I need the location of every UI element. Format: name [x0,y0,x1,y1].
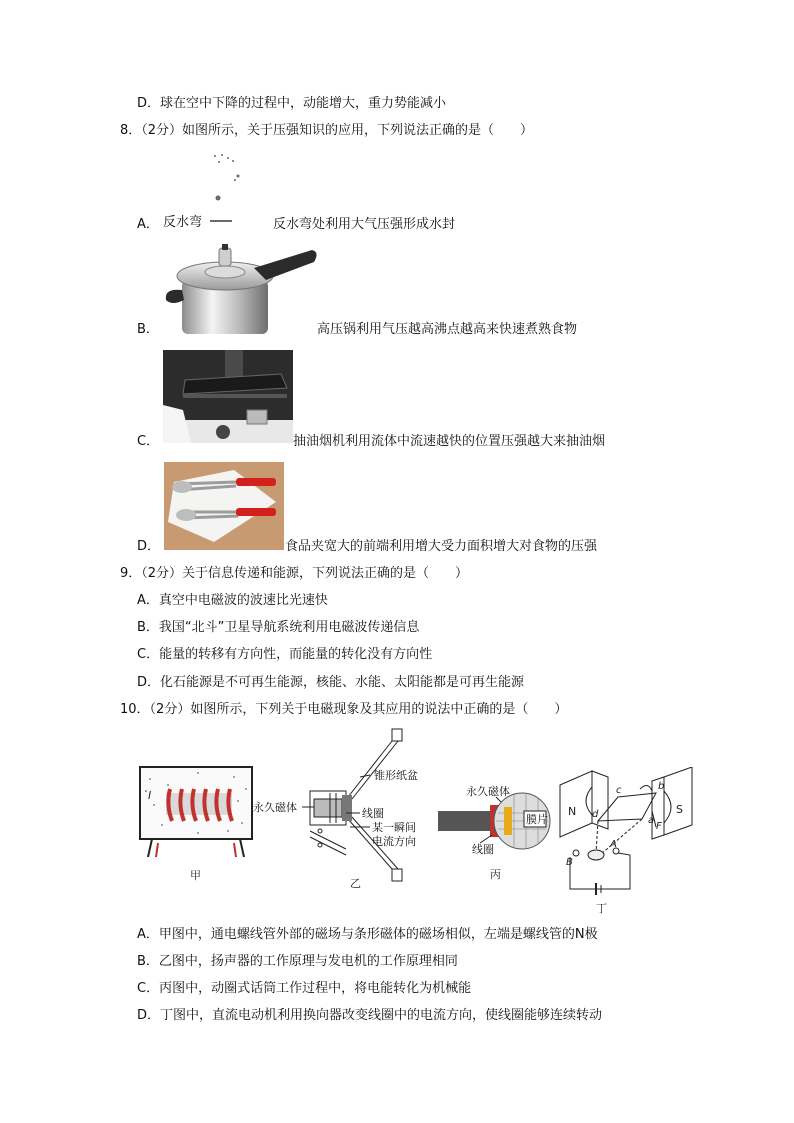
dc-motor-figure [552,767,702,915]
q8-option-d-letter: D． [137,539,161,554]
loudspeaker-magnet-label: 永久磁体 [253,801,297,814]
motor-label-d: d [592,809,599,820]
solenoid-figure [138,765,258,887]
loudspeaker-cone-label: 锥形纸盆 [374,769,418,782]
q8-option-d-text: 食品夹宽大的前端利用增大受力面积增大对食物的压强 [285,539,598,554]
motor-brush-a: A [610,839,617,850]
q10-stem: 10．（2分）如图所示，下列关于电磁现象及其应用的说法中正确的是（ ） [120,702,568,717]
figure-ding-caption: 丁 [596,902,607,915]
loudspeaker-moment-label: 某一瞬间 [372,821,416,834]
figure-bing-caption: 丙 [490,868,501,881]
motor-label-a: a [648,815,655,826]
q8-option-c-text: 抽油烟机利用流体中流速越快的位置压强越大来抽油烟 [293,434,606,449]
motor-label-c: c [616,785,622,796]
q9-option-a: A．真空中电磁波的波速比光速快 [137,593,328,608]
drain-trap-label: 反水弯 [163,215,203,230]
figure-jia-caption: 甲 [190,869,201,882]
q8-stem: 8．（2分）如图所示，关于压强知识的应用，下列说法正确的是（ ） [120,123,534,138]
q8-option-b-letter: B． [137,322,159,337]
q8-option-a-text: 反水弯处利用大气压强形成水封 [273,217,456,232]
microphone-magnet-label: 永久磁体 [466,785,510,798]
q9-option-b: B．我国“北斗”卫星导航系统利用电磁波传递信息 [137,620,420,635]
q9-stem: 9．（2分）关于信息传递和能源，下列说法正确的是（ ） [120,566,469,581]
q10-option-c: C．丙图中，动圈式话筒工作过程中，将电能转化为机械能 [137,981,472,996]
motor-south-pole: S [676,803,683,816]
motor-north-pole: N [568,805,577,818]
q7-option-d: D．球在空中下降的过程中，动能增大，重力势能减小 [137,96,447,111]
q10-option-b: B．乙图中，扬声器的工作原理与发电机的工作原理相同 [137,954,458,969]
q8-option-b-text: 高压锅利用气压越高沸点越高来快速煮熟食物 [317,322,578,337]
motor-label-b: b [658,781,665,792]
q9-option-d: D．化石能源是不可再生能源，核能、水能、太阳能都是可再生能源 [137,675,525,690]
microphone-diaphragm-label: 膜片 [526,813,548,826]
q8-option-a-letter: A． [137,217,159,232]
range-hood-image [163,350,293,443]
q10-option-d: D．丁图中，直流电动机利用换向器改变线圈中的电流方向，使线圈能够连续转动 [137,1008,603,1023]
motor-label-force: F [656,821,662,832]
loudspeaker-figure [250,727,440,892]
microphone-coil-label: 线圈 [472,843,494,856]
loudspeaker-current-direction-label: 电流方向 [372,835,416,848]
figure-yi-caption: 乙 [350,877,361,890]
pressure-cooker-image [162,240,322,336]
drain-trap-image [160,146,270,236]
q10-option-a: A．甲图中，通电螺线管外部的磁场与条形磁体的磁场相似，左端是螺线管的N极 [137,927,598,942]
loudspeaker-coil-label: 线圈 [362,807,384,820]
microphone-figure [436,783,556,881]
q9-option-c: C．能量的转移有方向性，而能量的转化没有方向性 [137,647,433,662]
q8-option-c-letter: C． [137,434,160,449]
food-tongs-image [164,462,284,550]
solenoid-current-label: I [148,789,152,802]
motor-brush-b: B [566,857,573,868]
